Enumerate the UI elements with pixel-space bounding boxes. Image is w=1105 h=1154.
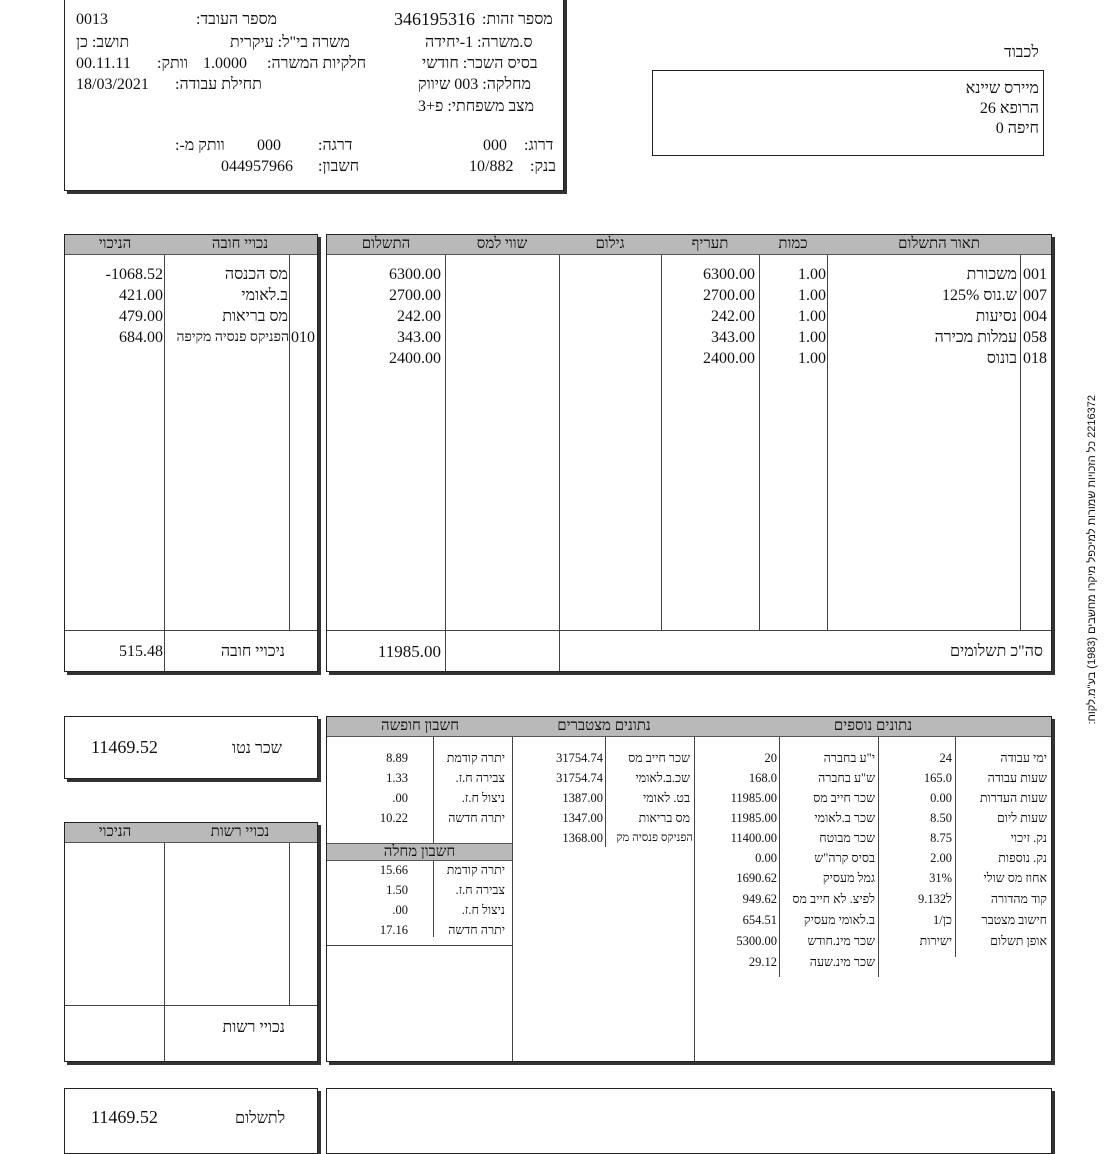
net-salary-value: 11469.52 <box>91 737 158 757</box>
divider <box>955 737 956 957</box>
cumulative-value: 31754.74 <box>556 751 603 765</box>
resident: תושב: כן <box>76 34 130 51</box>
recipient-name: מיירס שיינא <box>965 80 1039 97</box>
account-value: 044957966 <box>221 158 293 175</box>
start-date-label: תחילת עבודה: <box>175 76 262 93</box>
payment-quantity: 1.00 <box>798 266 826 283</box>
divider <box>827 255 828 630</box>
divider <box>694 737 695 1061</box>
description-header: תאור התשלום <box>898 236 980 252</box>
seniority-label: וותק: <box>157 55 188 72</box>
voluntary-deductions-header <box>65 823 317 843</box>
divider <box>1020 255 1021 630</box>
start-date-value: 18/03/2021 <box>76 76 149 93</box>
additional-label: ש"ע בחברה <box>818 771 875 785</box>
sick-leave-header: חשבון מחלה <box>383 844 456 860</box>
cumulative-value: 1347.00 <box>562 811 603 825</box>
payment-description: בונוס <box>986 350 1017 367</box>
payments-total-label: סה"כ תשלומים <box>950 643 1043 660</box>
deduction-label: ב.לאומי <box>241 287 288 304</box>
vacation-label: יתרה חדשה <box>448 811 505 825</box>
additional-label: שכר מינ.שעה <box>809 955 875 969</box>
final-payment-value: 11469.52 <box>91 1107 158 1127</box>
additional-label: אחוז מס שולי <box>983 871 1047 885</box>
vacation-value: .00 <box>392 791 408 805</box>
divider <box>779 737 780 977</box>
position-fraction-value: 1.0000 <box>203 55 247 72</box>
deduction-amount-header: הניכוי <box>98 236 132 252</box>
quantity-header: כמות <box>778 236 808 252</box>
sick-leave-value: 1.50 <box>386 883 408 897</box>
gross-up-header: גילום <box>595 236 625 252</box>
additional-value: 11985.00 <box>730 811 777 825</box>
deduction-amount: -1068.52 <box>105 266 163 283</box>
additional-label: ב.לאומי מעסיק <box>803 913 875 927</box>
account-label: חשבון: <box>318 158 360 175</box>
sick-leave-label: צבירה ח.ז. <box>455 883 505 897</box>
divider <box>878 737 879 977</box>
vacation-label: ניצול ח.ז. <box>461 791 505 805</box>
deduction-code: 010 <box>291 329 315 346</box>
payment-code: 058 <box>1023 329 1047 346</box>
payment-code: 004 <box>1023 308 1047 325</box>
payment-amount: 2700.00 <box>389 287 441 304</box>
divider <box>661 255 662 630</box>
cumulative-value: 1387.00 <box>562 791 603 805</box>
payment-description: ש.נוס 125% <box>941 287 1017 304</box>
payment-rate: 6300.00 <box>703 266 755 283</box>
additional-value: כן/1 <box>932 913 952 927</box>
additional-value: 0.00 <box>755 851 777 865</box>
cumulative-label: בט. לאומי <box>642 791 690 805</box>
additional-label: שכר מינ.חודש <box>807 934 875 948</box>
position-code: ס.משרה: 1-יחידה <box>425 34 533 51</box>
payment-code: 001 <box>1023 266 1047 283</box>
salary-basis: בסיס השכר: חודשי <box>422 55 538 72</box>
sick-leave-header-bar <box>327 843 512 861</box>
id-label: מספר זהות: <box>482 11 553 28</box>
rank-value: 000 <box>483 137 507 154</box>
additional-value: 2.00 <box>930 851 952 865</box>
sick-leave-label: יתרה קודמת <box>446 863 505 877</box>
additional-value: 20 <box>764 751 777 765</box>
payment-rate: 242.00 <box>711 308 755 325</box>
deduction-amount: 479.00 <box>119 308 163 325</box>
divider <box>759 255 760 630</box>
payment-amount: 343.00 <box>397 329 441 346</box>
to-label: לכבוד <box>1004 44 1039 61</box>
additional-label: אופן תשלום <box>990 934 1047 948</box>
divider <box>289 843 290 1005</box>
employee-number-label: מספר העובד: <box>196 11 278 28</box>
payment-quantity: 1.00 <box>798 308 826 325</box>
cumulative-label: שכר חייב מס <box>628 751 690 765</box>
payment-description: משכורת <box>966 266 1017 283</box>
additional-label: שעות ליום <box>997 811 1047 825</box>
sick-leave-value: 15.66 <box>379 863 408 877</box>
divider <box>605 737 606 847</box>
divider <box>445 255 446 671</box>
deduction-label: הפניקס פנסיה מקיפה <box>176 330 289 345</box>
grade-value: 000 <box>257 137 281 154</box>
cumulative-label: הפניקס פנסיה מק <box>616 832 693 844</box>
payment-amount: 2400.00 <box>389 350 441 367</box>
additional-label: קוד מהדורה <box>990 892 1047 906</box>
additional-value: ישירות <box>919 934 952 948</box>
additional-value: 24 <box>939 751 952 765</box>
divider <box>433 737 434 937</box>
additional-data-header: נתונים נוספים <box>833 718 913 734</box>
additional-label: שכר ב.לאומי <box>814 811 875 825</box>
payment-description: עמלות מכירה <box>934 329 1017 346</box>
divider <box>289 255 290 630</box>
taxable-value-header: שווי למס <box>476 236 528 252</box>
additional-label: בסיס קרה"ש <box>814 851 875 865</box>
recipient-city: חיפה 0 <box>995 120 1039 137</box>
additional-label: י"ע בחברה <box>823 751 875 765</box>
additional-label: שכר חייב מס <box>813 791 875 805</box>
vacation-value: 1.33 <box>386 771 408 785</box>
divider <box>164 843 165 1061</box>
seniority-value: 00.11.11 <box>76 55 131 72</box>
sick-leave-value: .00 <box>392 903 408 917</box>
deduction-name-header: נכויי חובה <box>211 236 269 252</box>
mandatory-deductions-header <box>65 235 317 255</box>
employee-number: 0013 <box>76 11 108 28</box>
additional-value: 5300.00 <box>736 934 777 948</box>
net-salary-label: שכר נטו <box>232 740 282 757</box>
voluntary-deductions-total-label: נכויי רשות <box>222 1019 285 1036</box>
additional-value: 168.0 <box>748 771 777 785</box>
sick-leave-label: ניצול ח.ז. <box>461 903 505 917</box>
additional-value: 949.62 <box>742 892 777 906</box>
payments-header <box>327 235 1051 255</box>
side-copyright-note: 2216372 כל הזכויות שמורות למיכפל מיקרו מחשבים (1983) בע"מ.לקוח: <box>1086 395 1098 725</box>
cumulative-value: 31754.74 <box>556 771 603 785</box>
additional-value: 0.00 <box>930 791 952 805</box>
additional-label: ימי עבודה <box>1000 751 1047 765</box>
additional-label: שעות עבודה <box>987 771 1047 785</box>
divider <box>65 1005 317 1006</box>
cumulative-value: 1368.00 <box>562 831 603 845</box>
deduction-amount: 421.00 <box>119 287 163 304</box>
payment-rate: 343.00 <box>711 329 755 346</box>
additional-value: 8.50 <box>930 811 952 825</box>
payments-total: 11985.00 <box>377 642 441 661</box>
divider <box>327 945 512 946</box>
vacation-header: חשבון חופשה <box>381 718 459 734</box>
vacation-label: צבירה ח.ז. <box>455 771 505 785</box>
additional-value: 165.0 <box>923 771 952 785</box>
payment-quantity: 1.00 <box>798 350 826 367</box>
deduction-label: מס בריאות <box>222 308 288 325</box>
rate-header: תעריף <box>691 236 729 252</box>
divider <box>512 737 513 1061</box>
additional-value: 29.12 <box>748 955 777 969</box>
position-fraction-label: חלקיות המשרה: <box>267 55 367 72</box>
recipient-street: הרופא 26 <box>979 100 1039 117</box>
additional-label: נק. נוספות <box>998 851 1047 865</box>
additional-value: 11400.00 <box>730 831 777 845</box>
voluntary-amount-header: הניכוי <box>98 824 132 840</box>
additional-value: 11985.00 <box>730 791 777 805</box>
payment-amount: 242.00 <box>397 308 441 325</box>
additional-label: שכר מבוטח <box>819 831 875 845</box>
cumulative-label: שכ.ב.לאומי <box>635 771 690 785</box>
payment-quantity: 1.00 <box>798 287 826 304</box>
additional-value: 1690.62 <box>736 871 777 885</box>
deduction-label: מס הכנסה <box>224 266 288 283</box>
id-number: 346195316 <box>394 9 475 29</box>
cumulative-header: נתונים מצטברים <box>557 718 651 734</box>
mandatory-deductions-total: 515.48 <box>119 643 163 660</box>
additional-label: גמל מעסיק <box>822 871 875 885</box>
department: מחלקה: 003 שיווק <box>418 76 531 93</box>
additional-label: שעות העדרות <box>979 791 1047 805</box>
notes-box <box>326 1088 1052 1154</box>
vacation-label: יתרה קודמת <box>446 751 505 765</box>
family-status: מצב משפחתי: פ+3 <box>418 98 535 115</box>
payment-description: נסיעות <box>975 308 1017 325</box>
additional-value: 654.51 <box>742 913 777 927</box>
divider <box>164 255 165 671</box>
additional-value: 9.132ל <box>918 892 952 906</box>
additional-label: נק. זיכוי <box>1010 831 1047 845</box>
seniority-from: וותק מ-: <box>175 137 225 154</box>
grade-label: דרגה: <box>318 137 353 154</box>
divider <box>327 630 1051 631</box>
additional-value: 8.75 <box>930 831 952 845</box>
payment-quantity: 1.00 <box>798 329 826 346</box>
bank-value: 10/882 <box>469 158 514 175</box>
payment-rate: 2400.00 <box>703 350 755 367</box>
payment-amount: 6300.00 <box>389 266 441 283</box>
payment-header: התשלום <box>361 236 411 252</box>
additional-value: 31% <box>929 871 952 885</box>
cumulative-label: מס בריאות <box>638 811 690 825</box>
voluntary-name-header: נכויי רשות <box>210 824 270 840</box>
additional-data-header-bar <box>327 717 1051 737</box>
divider <box>65 630 317 631</box>
additional-label: חישוב מצטבר <box>981 913 1047 927</box>
rank-label: דרוג: <box>524 137 554 154</box>
bank-label: בנק: <box>530 158 556 175</box>
mandatory-deductions-total-label: ניכויי חובה <box>220 643 285 660</box>
sick-leave-label: יתרה חדשה <box>448 923 505 937</box>
divider <box>559 255 560 671</box>
sick-leave-value: 17.16 <box>379 923 408 937</box>
deduction-amount: 684.00 <box>119 329 163 346</box>
payment-code: 007 <box>1023 287 1047 304</box>
vacation-value: 10.22 <box>379 811 408 825</box>
vacation-value: 8.89 <box>386 751 408 765</box>
position-type: משרה בי"ל: עיקרית <box>230 34 350 51</box>
payment-code: 018 <box>1023 350 1047 367</box>
payment-rate: 2700.00 <box>703 287 755 304</box>
final-payment-label: לתשלום <box>235 1110 286 1127</box>
additional-label: לפיצ. לא חייב מס <box>792 892 875 906</box>
